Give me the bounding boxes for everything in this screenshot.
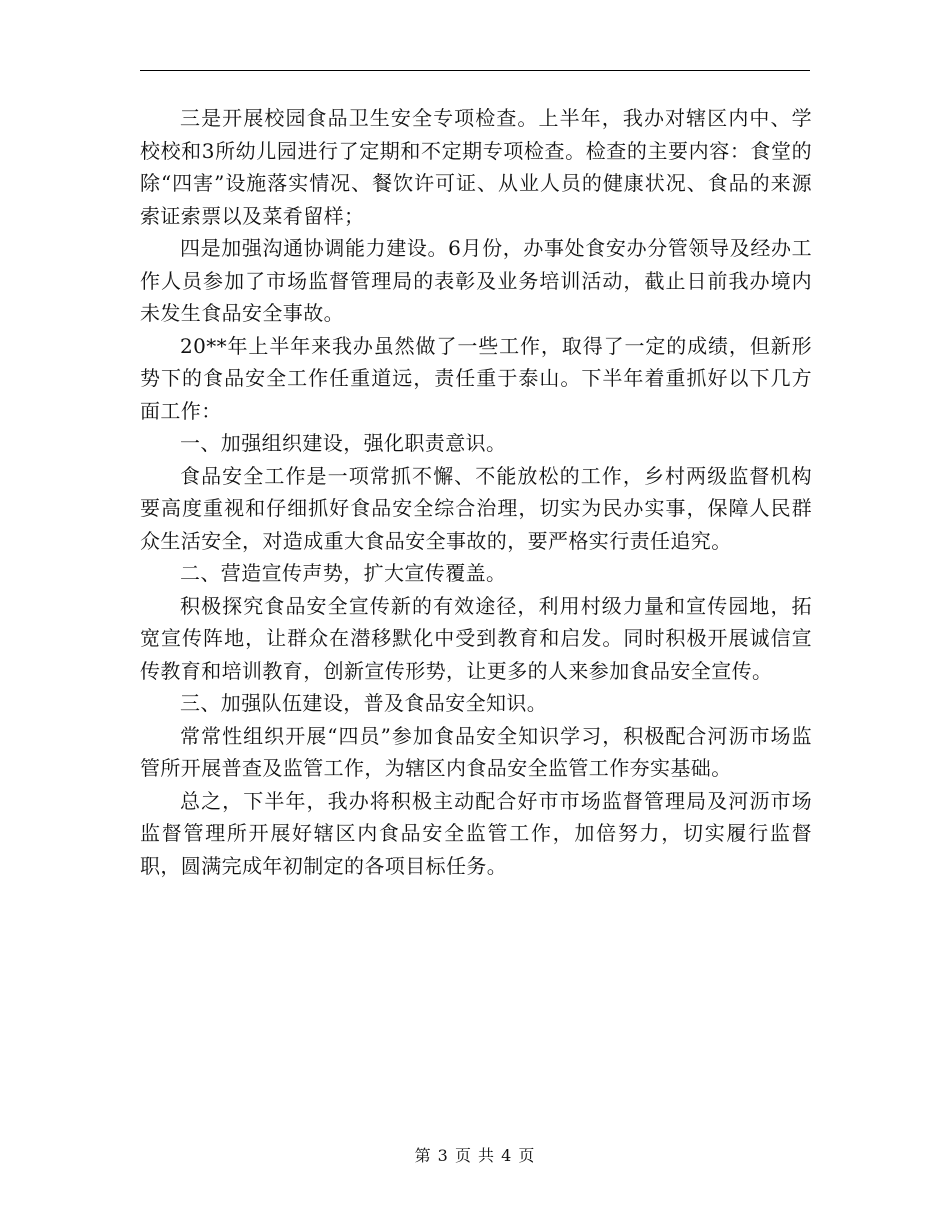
paragraph: 20**年上半年来我办虽然做了一些工作，取得了一定的成绩，但新形势下的食品安全工作任重道远，责任重于泰山。下半年着重抓好以下几方面工作：: [140, 333, 812, 423]
paragraph: 食品安全工作是一项常抓不懈、不能放松的工作，乡村两级监督机构要高度重视和仔细抓好食品安全综合治理，切实为民办实事，保障人民群众生活安全，对造成重大食品安全事故的，要严格实行责任追究。: [140, 463, 812, 553]
header-rule: [140, 70, 810, 71]
section-heading: 一、加强组织建设，强化职责意识。: [180, 431, 507, 455]
document-body: [140, 102, 812, 882]
paragraph: 总之，下半年，我办将积极主动配合好市市场监督管理局及河沥市场监督管理所开展好辖区内食品安全监管工作，加倍努力，切实履行监督职，圆满完成年初制定的各项目标任务。: [140, 788, 812, 878]
page-number: 第 3 页 共 4 页: [414, 1146, 536, 1165]
paragraph: 积极探究食品安全宣传新的有效途径，利用村级力量和宣传园地，拓宽宣传阵地，让群众在潜移默化中受到教育和启发。同时积极开展诚信宣传教育和培训教育，创新宣传形势，让更多的人来参加食品安全宣传。: [140, 593, 812, 683]
paragraph: 四是加强沟通协调能力建设。6月份，办事处食安办分管领导及经办工作人员参加了市场监督管理局的表彰及业务培训活动，截止日前我办境内未发生食品安全事故。: [140, 236, 812, 325]
paragraph: 三是开展校园食品卫生安全专项检查。上半年，我办对辖区内中、学校校和3所幼儿园进行了定期和不定期专项检查。检查的主要内容：食堂的除“四害”设施落实情况、餐饮许可证、从业人员的健康状况、食品的来源索证索票以及菜肴留样；: [140, 106, 812, 228]
section-heading: 三、加强队伍建设，普及食品安全知识。: [180, 691, 548, 715]
paragraph: 常常性组织开展“四员”参加食品安全知识学习，积极配合河沥市场监管所开展普查及监管工作，为辖区内食品安全监管工作夯实基础。: [140, 723, 812, 780]
section-heading: 二、营造宣传声势，扩大宣传覆盖。: [180, 561, 507, 585]
